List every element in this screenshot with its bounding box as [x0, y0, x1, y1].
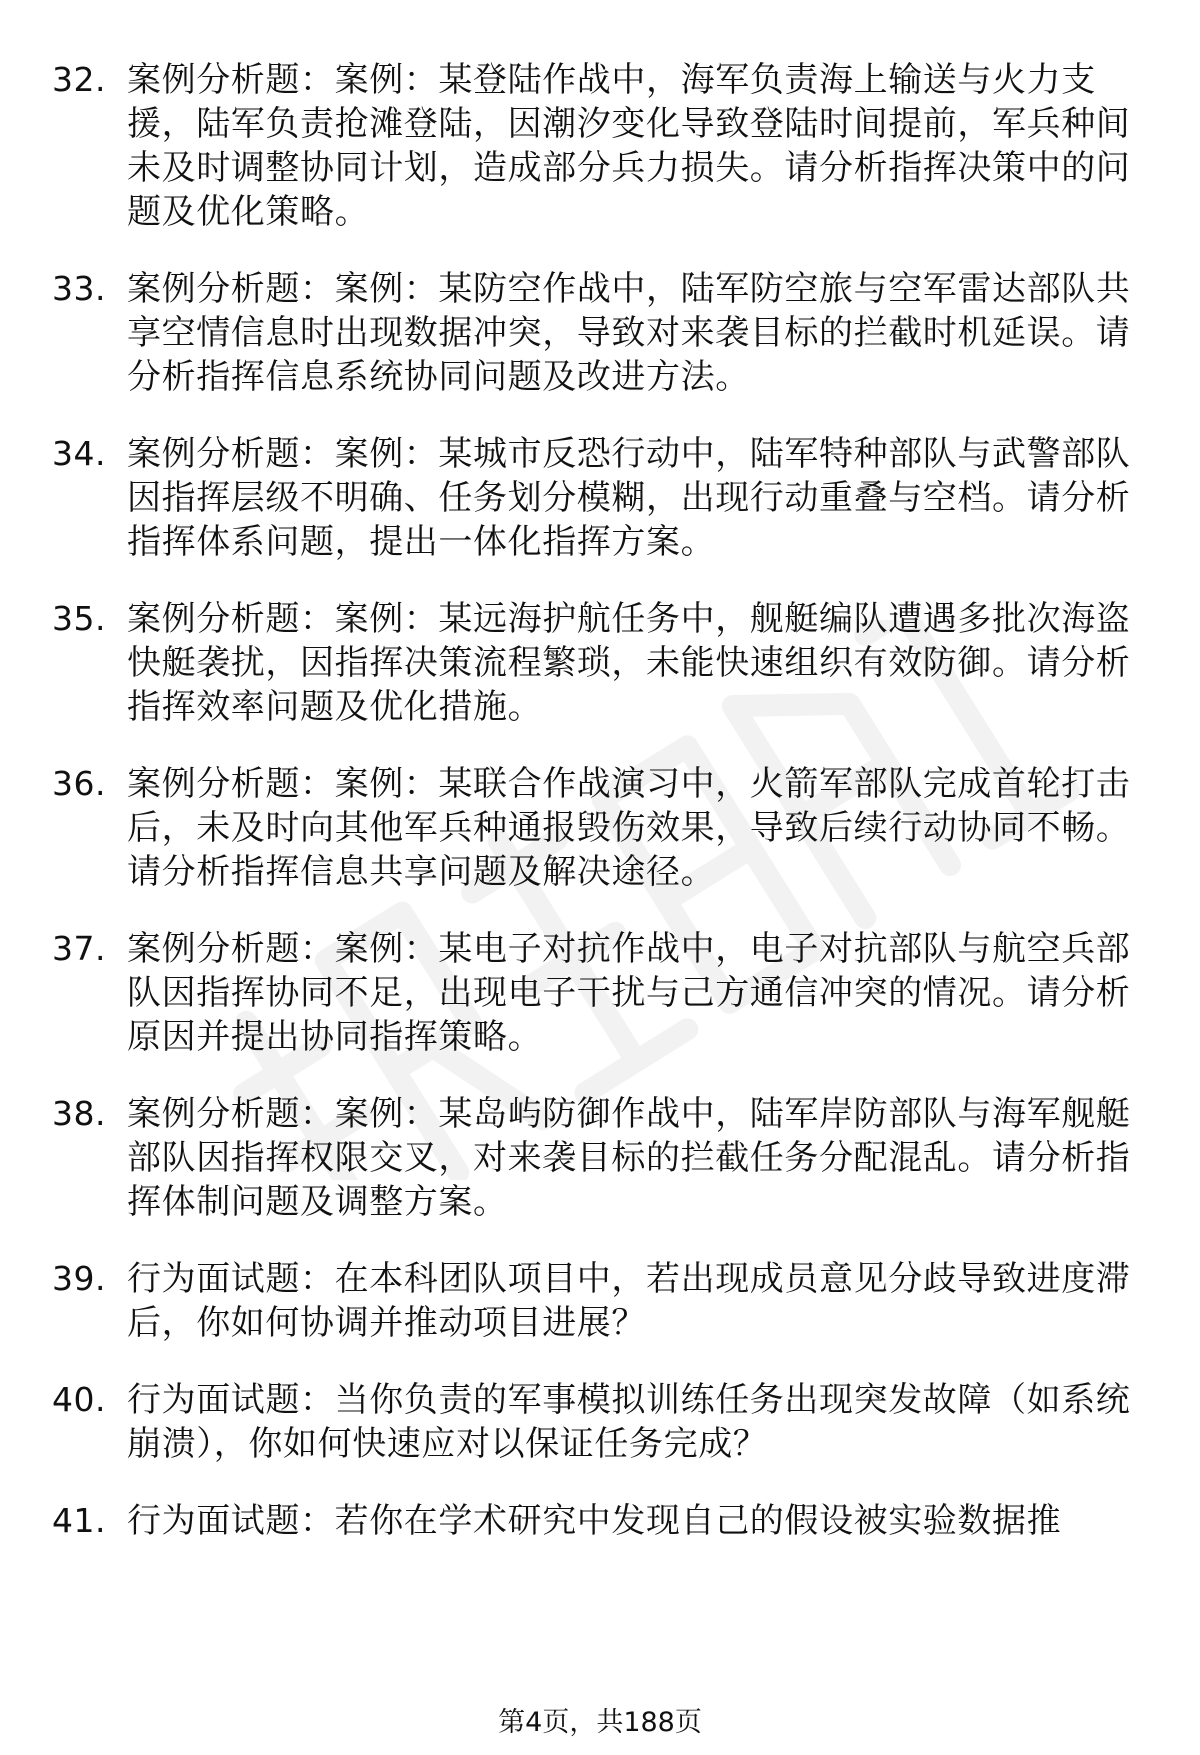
- list-item: [52, 432, 1152, 564]
- question-text: 行为面试题：在本科团队项目中，若出现成员意见分歧导致进度滞后，你如何协调并推动项目进展？: [127, 1259, 1131, 1343]
- page-footer: 第4页，共188页: [498, 1707, 702, 1738]
- question-text: 案例分析题：案例：某电子对抗作战中，电子对抗部队与航空兵部队因指挥协同不足，出现电子干扰与己方通信冲突的情况。请分析原因并提出协同指挥策略。: [127, 929, 1131, 1057]
- question-text: 案例分析题：案例：某登陆作战中，海军负责海上输送与火力支援，陆军负责抢滩登陆，因潮汐变化导致登陆时间提前，军兵种间未及时调整协同计划，造成部分兵力损失。请分析指挥决策中的问题及优化策略。: [127, 60, 1131, 232]
- question-text: 案例分析题：案例：某联合作战演习中，火箭军部队完成首轮打击后，未及时向其他军兵种通报毁伤效果，导致后续行动协同不畅。请分析指挥信息共享问题及解决途径。: [127, 764, 1131, 892]
- question-list: [52, 58, 1152, 1576]
- list-item: [52, 58, 1152, 234]
- question-number: 35.: [52, 599, 106, 638]
- list-item: [52, 1499, 1152, 1543]
- list-item: [52, 1257, 1152, 1345]
- list-item: [52, 267, 1152, 399]
- question-number: 41.: [52, 1501, 106, 1540]
- question-number: 34.: [52, 434, 106, 473]
- question-number: 40.: [52, 1380, 106, 1419]
- question-text: 案例分析题：案例：某城市反恐行动中，陆军特种部队与武警部队因指挥层级不明确、任务划分模糊，出现行动重叠与空档。请分析指挥体系问题，提出一体化指挥方案。: [127, 434, 1131, 562]
- question-number: 37.: [52, 929, 106, 968]
- question-text: 行为面试题：若你在学术研究中发现自己的假设被实验数据推: [127, 1501, 1062, 1541]
- list-item: [52, 762, 1152, 894]
- question-number: 39.: [52, 1259, 106, 1298]
- question-text: 案例分析题：案例：某防空作战中，陆军防空旅与空军雷达部队共享空情信息时出现数据冲突，导致对来袭目标的拦截时机延误。请分析指挥信息系统协同问题及改进方法。: [127, 269, 1131, 397]
- question-text: 案例分析题：案例：某岛屿防御作战中，陆军岸防部队与海军舰艇部队因指挥权限交叉，对来袭目标的拦截任务分配混乱。请分析指挥体制问题及调整方案。: [127, 1094, 1131, 1222]
- question-number: 33.: [52, 269, 106, 308]
- list-item: [52, 1092, 1152, 1224]
- list-item: [52, 597, 1152, 729]
- question-text: 行为面试题：当你负责的军事模拟训练任务出现突发故障（如系统崩溃），你如何快速应对以保证任务完成？: [127, 1380, 1131, 1464]
- list-item: [52, 1378, 1152, 1466]
- question-text: 案例分析题：案例：某远海护航任务中，舰艇编队遭遇多批次海盗快艇袭扰，因指挥决策流程繁琐，未能快速组织有效防御。请分析指挥效率问题及优化措施。: [127, 599, 1131, 727]
- list-item: [52, 927, 1152, 1059]
- question-number: 38.: [52, 1094, 106, 1133]
- question-number: 32.: [52, 60, 106, 99]
- question-number: 36.: [52, 764, 106, 803]
